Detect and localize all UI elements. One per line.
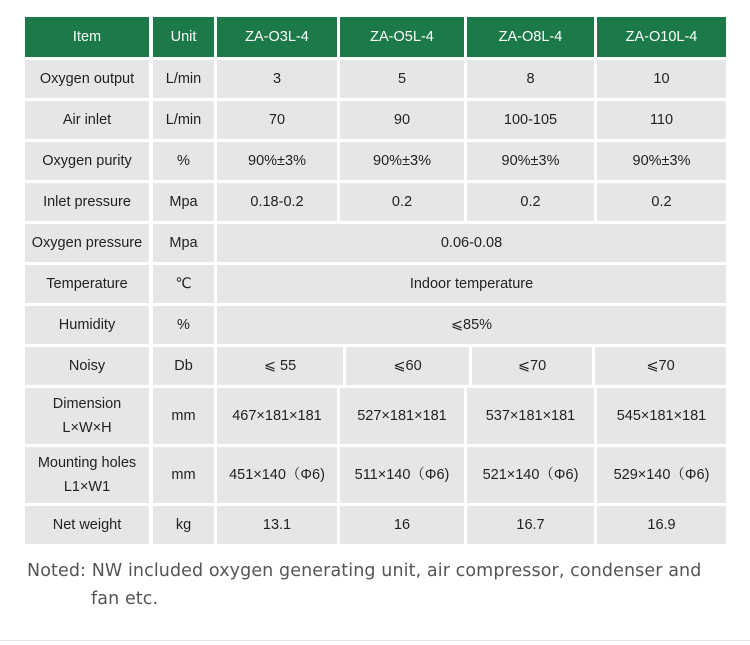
value-cell: 16 xyxy=(340,506,464,544)
unit-cell: L/min xyxy=(153,60,214,98)
value-cell: 527×181×181 xyxy=(340,388,464,444)
item-cell-text xyxy=(53,392,122,440)
item-cell xyxy=(25,447,149,503)
value-cell: 10 xyxy=(597,60,726,98)
item-cell-line: L×W×H xyxy=(62,420,112,436)
header-cell: ZA-O8L-4 xyxy=(467,17,594,57)
value-cell: 8 xyxy=(467,60,594,98)
value-cell: 467×181×181 xyxy=(217,388,337,444)
unit-cell: Mpa xyxy=(153,183,214,221)
footnote xyxy=(27,557,727,613)
value-cell: 0.2 xyxy=(597,183,726,221)
item-cell: Oxygen output xyxy=(25,60,149,98)
value-cell: 90%±3% xyxy=(217,142,337,180)
value-cell: 16.9 xyxy=(597,506,726,544)
value-cell: 100-105 xyxy=(467,101,594,139)
unit-cell: L/min xyxy=(153,101,214,139)
value-cell: 90%±3% xyxy=(597,142,726,180)
item-cell xyxy=(25,388,149,444)
value-cell: 16.7 xyxy=(467,506,594,544)
value-cell: ⩽70 xyxy=(472,347,592,385)
value-cell: 3 xyxy=(217,60,337,98)
header-cell: ZA-O5L-4 xyxy=(340,17,464,57)
header-cell: Unit xyxy=(153,17,214,57)
unit-cell: kg xyxy=(153,506,214,544)
merged-value-cell: Indoor temperature xyxy=(217,265,726,303)
unit-cell: mm xyxy=(153,388,214,444)
value-cell: 451×140（Φ6) xyxy=(217,447,337,503)
value-cell: ⩽ 55 xyxy=(217,347,343,385)
value-cell: 5 xyxy=(340,60,464,98)
unit-cell: Db xyxy=(153,347,214,385)
footnote-line-1: Noted: NW included oxygen generating unit, air compressor, condenser and xyxy=(27,561,702,581)
item-cell-text xyxy=(38,451,136,499)
item-cell: Temperature xyxy=(25,265,149,303)
item-cell: Oxygen purity xyxy=(25,142,149,180)
value-cell: 90 xyxy=(340,101,464,139)
value-cell: 529×140（Φ6) xyxy=(597,447,726,503)
item-cell: Humidity xyxy=(25,306,149,344)
item-cell: Air inlet xyxy=(25,101,149,139)
value-cell: 0.2 xyxy=(340,183,464,221)
item-cell: Net weight xyxy=(25,506,149,544)
value-cell: 0.18-0.2 xyxy=(217,183,337,221)
value-cell: 110 xyxy=(597,101,726,139)
item-cell-line: L1×W1 xyxy=(63,479,111,495)
merged-value-cell: 0.06-0.08 xyxy=(217,224,726,262)
value-cell: 545×181×181 xyxy=(597,388,726,444)
item-cell: Noisy xyxy=(25,347,149,385)
unit-cell: mm xyxy=(153,447,214,503)
unit-cell: % xyxy=(153,306,214,344)
value-cell: 90%±3% xyxy=(340,142,464,180)
item-cell: Oxygen pressure xyxy=(25,224,149,262)
header-cell: ZA-O3L-4 xyxy=(217,17,337,57)
unit-cell: % xyxy=(153,142,214,180)
bottom-divider xyxy=(0,640,750,641)
value-cell: 521×140（Φ6) xyxy=(467,447,594,503)
value-cell: 511×140（Φ6) xyxy=(340,447,464,503)
value-cell: ⩽60 xyxy=(346,347,469,385)
footnote-line-2: fan etc. xyxy=(91,589,159,609)
item-cell-line: Dimension xyxy=(52,396,122,412)
unit-cell: Mpa xyxy=(153,224,214,262)
header-cell: Item xyxy=(25,17,149,57)
value-cell: 537×181×181 xyxy=(467,388,594,444)
value-cell: ⩽70 xyxy=(595,347,726,385)
value-cell: 0.2 xyxy=(467,183,594,221)
merged-value-cell: ⩽85% xyxy=(217,306,726,344)
header-cell: ZA-O10L-4 xyxy=(597,17,726,57)
value-cell: 70 xyxy=(217,101,337,139)
spec-table xyxy=(25,17,726,547)
value-cell: 13.1 xyxy=(217,506,337,544)
unit-cell: ℃ xyxy=(153,265,214,303)
item-cell-line: Mounting holes xyxy=(37,455,137,471)
value-cell: 90%±3% xyxy=(467,142,594,180)
item-cell: Inlet pressure xyxy=(25,183,149,221)
